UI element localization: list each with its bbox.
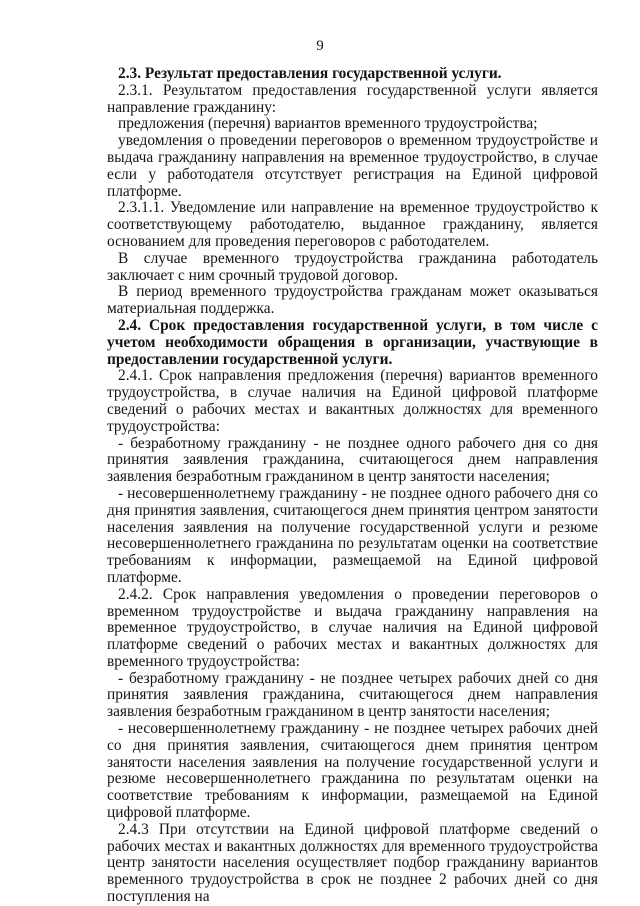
paragraph: 2.4.2. Срок направления уведомления о проведении переговоров о временном трудоустройстве и выдача гражданину направления на временное трудоустройство, в случае наличия на Единой цифровой платформе сведений о рабочих местах и вакантных должностях для временного трудоустройства: <box>107 585 598 670</box>
page-number: 9 <box>316 38 324 54</box>
paragraph: 2.3.1. Результатом предоставления государственной услуги является направление гражданину: <box>107 81 598 116</box>
paragraph: В период временного трудоустройства гражданам может оказываться материальная поддержка. <box>107 283 598 318</box>
paragraph: - безработному гражданину - не позднее четырех рабочих дней со дня принятия заявления гражданина, считающегося днем направления заявления безработным гражданином в центр занятости населения; <box>107 669 598 721</box>
paragraph: - несовершеннолетнему гражданину - не позднее четырех рабочих дней со дня принятия заявления, считающегося днем принятия центром занятости населения заявления на получение государственной услуги и резюме несовершеннолетнего гражданина по результатам оценки на соответствие требованиям к информации, размещаемой на Единой цифровой платформе. <box>107 720 598 822</box>
section-heading: 2.3. Результат предоставления государственной услуги. <box>118 65 502 82</box>
document-body <box>107 66 598 906</box>
paragraph: предложения (перечня) вариантов временного трудоустройства; <box>118 115 538 133</box>
paragraph: В случае временного трудоустройства гражданина работодатель заключает с ним срочный трудовой договор. <box>107 249 598 284</box>
paragraph: 2.4.1. Срок направления предложения (перечня) вариантов временного трудоустройства, в случае наличия на Единой цифровой платформе сведений о рабочих местах и вакантных должностях для временного трудоустройства: <box>107 367 598 435</box>
paragraph: 2.3.1.1. Уведомление или направление на временное трудоустройство к соответствующему работодателю, выданное гражданину, является основанием для проведения переговоров с работодателем. <box>107 199 598 250</box>
paragraph: - несовершеннолетнему гражданину - не позднее одного рабочего дня со дня принятия заявления, считающегося днем принятия центром занятости населения заявления на получение государственной услуги и резюме несовершеннолетнего гражданина по результатам оценки на соответствие требованиям к информации, размещаемой на Единой цифровой платформе. <box>107 484 598 586</box>
paragraph: - безработному гражданину - не позднее одного рабочего дня со дня принятия заявления гражданина, считающегося днем направления заявления безработным гражданином в центр занятости населения; <box>107 434 598 486</box>
paragraph: уведомления о проведении переговоров о временном трудоустройстве и выдача гражданину направления на временное трудоустройство, в случае если у работодателя отсутствует регистрация на Единой цифровой платформе. <box>107 132 598 200</box>
paragraph: 2.4.3 При отсутствии на Единой цифровой платформе сведений о рабочих местах и вакантных должностях для временного трудоустройства центр занятости населения осуществляет подбор гражданину вариантов временного трудоустройства в срок не позднее 2 рабочих дней со дня поступления на <box>107 820 598 906</box>
section-heading: 2.4. Срок предоставления государственной услуги, в том числе с учетом необходимости обращения в организации, участвующие в предоставлении государственной услуги. <box>107 316 598 368</box>
